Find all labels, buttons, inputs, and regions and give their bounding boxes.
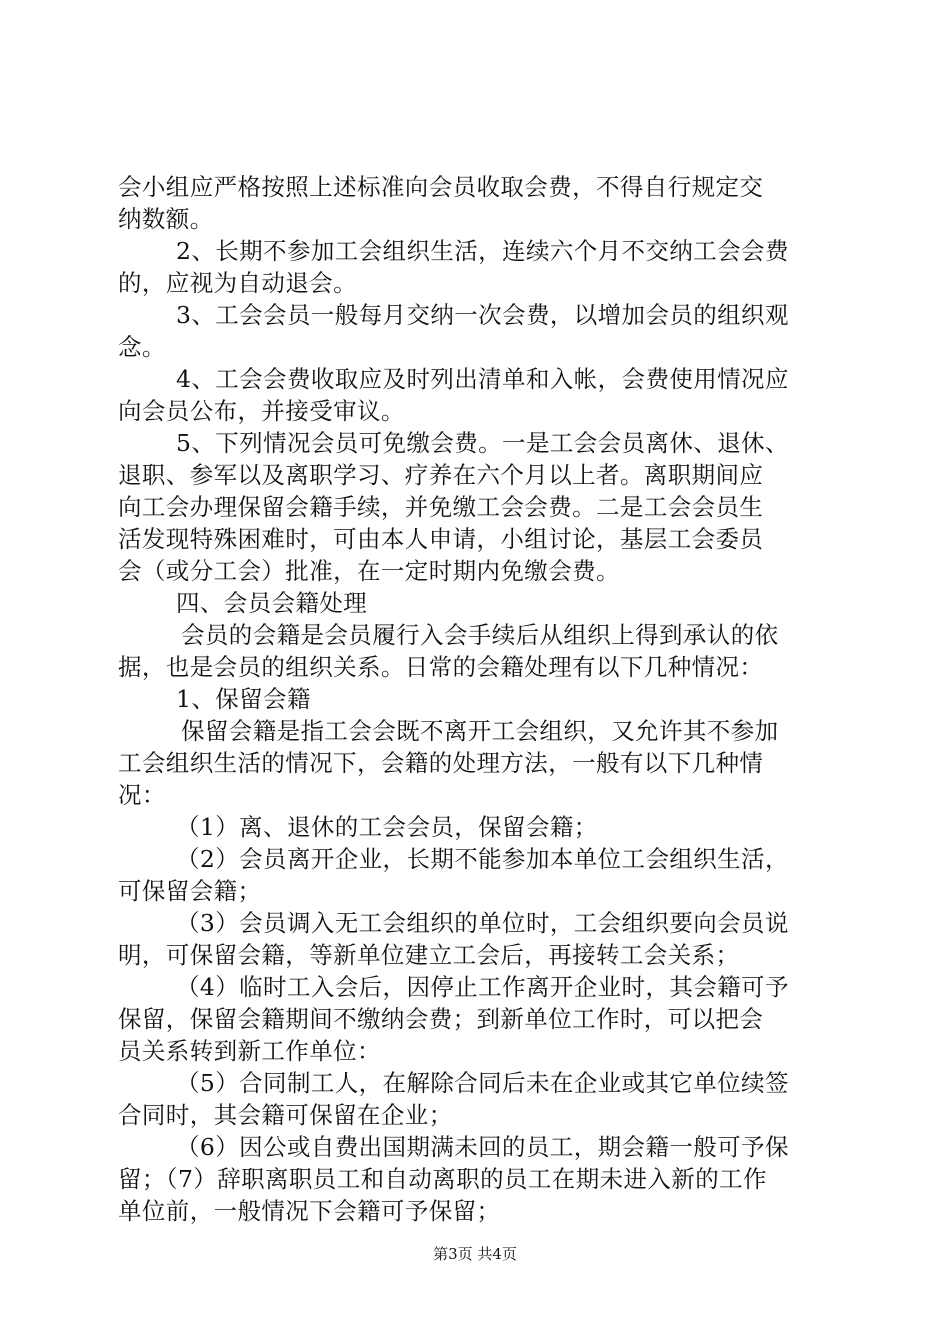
text-line: 退职、参军以及离职学习、疗养在六个月以上者。离职期间应	[118, 461, 764, 489]
text-line: 会员的会籍是会员履行入会手续后从组织上得到承认的依	[181, 621, 779, 649]
text-line: 2、长期不参加工会组织生活，连续六个月不交纳工会会费	[176, 237, 789, 265]
section-heading: 四、会员会籍处理	[176, 589, 368, 617]
text-line: 合同时，其会籍可保留在企业；	[118, 1101, 453, 1129]
text-line: 保留会籍是指工会会既不离开工会组织，又允许其不参加	[181, 717, 779, 745]
text-line: 活发现特殊困难时，可由本人申请，小组讨论，基层工会委员	[118, 525, 764, 553]
text-line: 明，可保留会籍，等新单位建立工会后，再接转工会关系；	[118, 941, 740, 969]
subsection-heading: 1、保留会籍	[176, 685, 311, 713]
text-line: 单位前，一般情况下会籍可予保留；	[118, 1197, 501, 1225]
text-line: 纳数额。	[118, 205, 214, 233]
text-line: 会小组应严格按照上述标准向会员收取会费，不得自行规定交	[118, 173, 764, 201]
text-line: 保留，保留会籍期间不缴纳会费；到新单位工作时，可以把会	[118, 1005, 764, 1033]
list-item: （5）合同制工人，在解除合同后未在企业或其它单位续签	[176, 1069, 789, 1097]
text-line: 向工会办理保留会籍手续，并免缴工会会费。二是工会会员生	[118, 493, 764, 521]
text-line: 5、下列情况会员可免缴会费。一是工会会员离休、退休、	[176, 429, 789, 457]
list-item: （6）因公或自费出国期满未回的员工，期会籍一般可予保	[176, 1133, 789, 1161]
list-item: （1）离、退休的工会会员，保留会籍；	[176, 813, 598, 841]
text-line: 向会员公布，并接受审议。	[118, 397, 405, 425]
list-item: （4）临时工入会后，因停止工作离开企业时，其会籍可予	[176, 973, 789, 1001]
text-line: 的，应视为自动退会。	[118, 269, 357, 297]
text-line: 工会组织生活的情况下，会籍的处理方法，一般有以下几种情	[118, 749, 764, 777]
list-item: （2）会员离开企业，长期不能参加本单位工会组织生活，	[176, 845, 789, 873]
text-line: 员关系转到新工作单位：	[118, 1037, 381, 1065]
list-item: （3）会员调入无工会组织的单位时，工会组织要向会员说	[176, 909, 789, 937]
text-line: 会（或分工会）批准，在一定时期内免缴会费。	[118, 557, 620, 585]
text-line: 据，也是会员的组织关系。日常的会籍处理有以下几种情况：	[118, 653, 764, 681]
text-line: 3、工会会员一般每月交纳一次会费，以增加会员的组织观	[176, 301, 789, 329]
text-line: 4、工会会费收取应及时列出清单和入帐，会费使用情况应	[176, 365, 789, 393]
page-number-footer: 第3页 共4页	[433, 1245, 517, 1263]
text-line: 况：	[118, 781, 166, 809]
text-line: 留；（7）辞职离职员工和自动离职的员工在期未进入新的工作	[118, 1165, 767, 1193]
text-line: 念。	[118, 333, 166, 361]
text-line: 可保留会籍；	[118, 877, 262, 905]
